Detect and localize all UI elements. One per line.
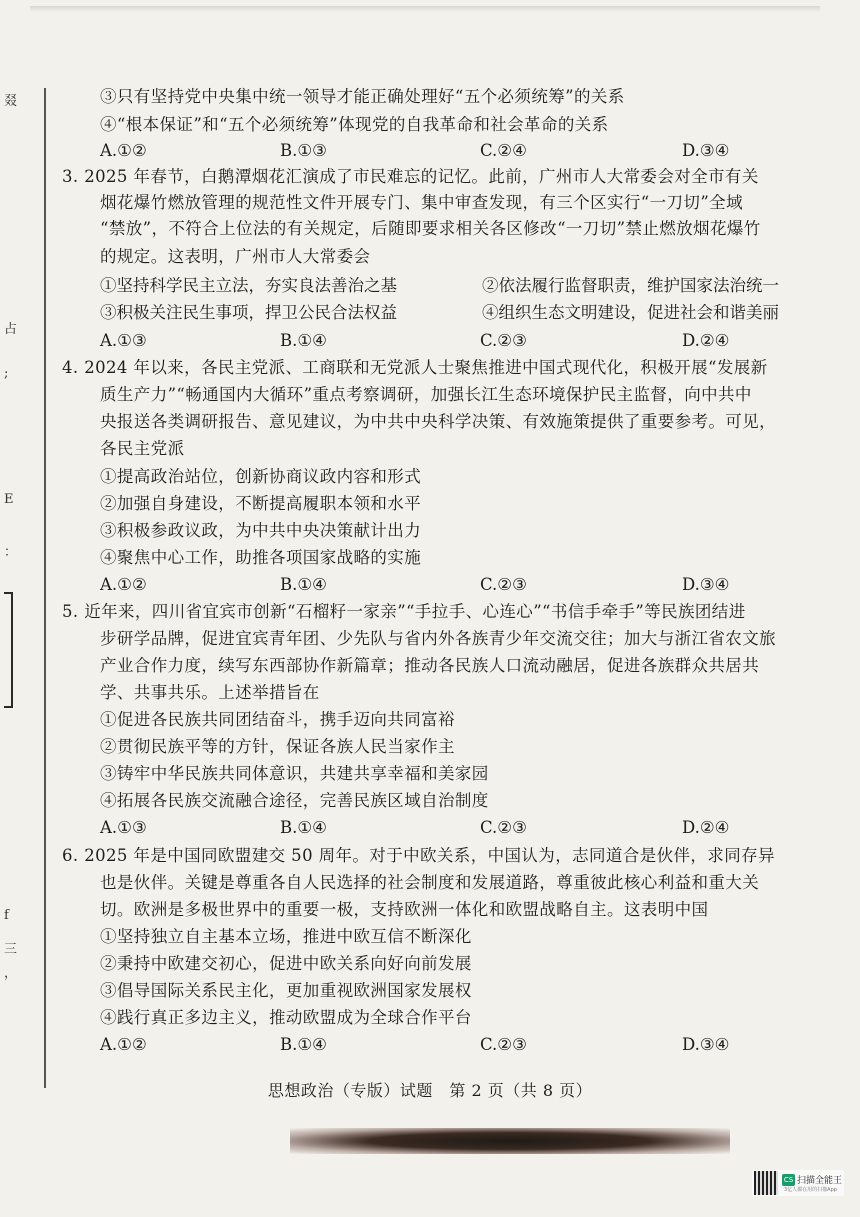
option-b: B.①④ xyxy=(280,331,327,350)
choice-item: ④组织生态文明建设，促进社会和谐美丽 xyxy=(482,303,779,322)
answer-options xyxy=(100,1034,800,1056)
question-5-stem: 步研学品牌，促进宜宾青年团、少先队与省内外各族青少年交流交往；加大与浙江省农文旅 xyxy=(100,629,776,648)
choice-row xyxy=(100,302,820,324)
choice-item: ①促进各民族共同团结奋斗，携手迈向共同富裕 xyxy=(100,710,455,729)
choice-item: ④践行真正多边主义，推动欧盟成为全球合作平台 xyxy=(100,1008,472,1027)
choice-item: ①坚持独立自主基本立场，推进中欧互信不断深化 xyxy=(100,927,472,946)
scanner-watermark xyxy=(752,1170,844,1196)
choice-item: ③倡导国际关系民主化，更加重视欧洲国家发展权 xyxy=(100,981,472,1000)
question-6-stem: 6. 2025 年是中国同欧盟建交 50 周年。对于中欧关系，中国认为，志同道合是伙伴，求同存异 xyxy=(62,846,775,865)
watermark-title: 扫描全能王 xyxy=(797,1176,843,1186)
option-d: D.③④ xyxy=(682,575,730,594)
page-footer: 思想政治（专版）试题 第 2 页（共 8 页） xyxy=(267,1081,593,1100)
option-d: D.②④ xyxy=(682,331,730,350)
question-4-stem: 质生产力”“畅通国内大循环”重点考察调研，加强长江生态环境保护民主监督，向中共中 xyxy=(100,385,752,404)
option-c: C.②④ xyxy=(480,141,527,160)
question-5-stem: 5. 近年来，四川省宜宾市创新“石榴籽一家亲”“手拉手、心连心”“书信手牵手”等民族团结进 xyxy=(62,602,746,621)
question-3-stem: “禁放”，不符合上位法的有关规定，后随即要求相关各区修改“一刀切”禁止燃放烟花爆竹 xyxy=(100,219,761,238)
question-4-stem: 4. 2024 年以来，各民主党派、工商联和无党派人士聚焦推进中国式现代化，积极开展“发展新 xyxy=(62,358,768,377)
answer-options xyxy=(100,330,800,352)
question-4-stem: 央报送各类调研报告、意见建议，为中共中央科学决策、有效施策提供了重要参考。可见， xyxy=(100,412,776,431)
choice-item: ②贯彻民族平等的方针，保证各族人民当家作主 xyxy=(100,737,455,756)
edge-fragment: E xyxy=(4,492,14,507)
option-c: C.②③ xyxy=(480,1035,527,1054)
option-a: A.①③ xyxy=(100,331,147,350)
option-a: A.①② xyxy=(100,575,147,594)
question-5-stem: 学、共事共乐。上述举措旨在 xyxy=(100,683,320,702)
choice-item: ①坚持科学民主立法，夯实良法善治之基 xyxy=(100,276,397,295)
choice-line: ④“根本保证”和“五个必须统筹”体现党的自我革命和社会革命的关系 xyxy=(100,115,609,134)
choice-item: ③铸牢中华民族共同体意识，共建共享幸福和美家园 xyxy=(100,764,489,783)
watermark-subtitle: 3亿人都在用的扫描App xyxy=(784,1187,837,1193)
option-b: B.①④ xyxy=(280,575,327,594)
question-6-stem: 切。欧洲是多极世界中的重要一极，支持欧洲一体化和欧盟战略自主。这表明中国 xyxy=(100,900,709,919)
choice-item: ②加强自身建设，不断提高履职本领和水平 xyxy=(100,494,422,513)
choice-item: ③积极参政议政，为中共中央决策献计出力 xyxy=(100,521,422,540)
binding-margin-line xyxy=(44,88,46,1088)
option-c: C.②③ xyxy=(480,818,527,837)
choice-row xyxy=(100,275,820,297)
option-b: B.①④ xyxy=(280,1035,327,1054)
choice-item: ④聚焦中心工作，助推各项国家战略的实施 xyxy=(100,548,422,567)
option-c: C.②③ xyxy=(480,331,527,350)
option-b: B.①④ xyxy=(280,818,327,837)
question-3-stem: 3. 2025 年春节，白鹅潭烟花汇演成了市民难忘的记忆。此前，广州市人大常委会对全市有关 xyxy=(62,167,759,186)
choice-item: ①提高政治站位，创新协商议政内容和形式 xyxy=(100,467,422,486)
choice-item: ②依法履行监督职责，维护国家法治统一 xyxy=(482,276,779,295)
question-5-stem: 产业合作力度，续写东西部协作新篇章；推动各民族人口流动融居，促进各族群众共居共 xyxy=(100,656,760,675)
edge-fragment: ， xyxy=(4,966,18,981)
top-shadow xyxy=(30,6,820,12)
choice-item: ④拓展各民族交流融合途径，完善民族区域自治制度 xyxy=(100,791,489,810)
option-a: A.①② xyxy=(100,141,147,160)
option-d: D.③④ xyxy=(682,1035,730,1054)
choice-line: ③只有坚持党中央集中统一领导才能正确处理好“五个必须统筹”的关系 xyxy=(100,87,625,106)
edge-fragment: 占 xyxy=(4,322,18,337)
edge-fragment: f xyxy=(4,908,9,923)
camscanner-logo-icon: CS xyxy=(783,1176,794,1184)
choice-item: ②秉持中欧建交初心，促进中欧关系向好向前发展 xyxy=(100,954,472,973)
edge-fragment: ; xyxy=(4,366,9,381)
question-6-stem: 也是伙伴。关键是尊重各自人民选择的社会制度和发展道路，尊重彼此核心利益和重大关 xyxy=(100,873,760,892)
scan-smudge xyxy=(290,1128,730,1154)
answer-options xyxy=(100,140,800,162)
question-3-stem: 的规定。这表明，广州市人大常委会 xyxy=(100,247,371,266)
option-d: D.②④ xyxy=(682,818,730,837)
choice-item: ③积极关注民生事项，捍卫公民合法权益 xyxy=(100,303,397,322)
option-b: B.①③ xyxy=(280,141,327,160)
question-4-stem: 各民主党派 xyxy=(100,439,185,458)
binding-bracket xyxy=(4,592,13,708)
qr-code-icon xyxy=(754,1171,778,1195)
option-a: A.①② xyxy=(100,1035,147,1054)
edge-fragment: 三 xyxy=(4,942,18,957)
edge-fragment: ： xyxy=(4,545,18,560)
question-3-stem: 烟花爆竹燃放管理的规范性文件开展专门、集中审查发现，有三个区实行“一刀切”全域 xyxy=(100,193,743,212)
option-c: C.②③ xyxy=(480,575,527,594)
option-d: D.③④ xyxy=(682,141,730,160)
edge-fragment: 叕 xyxy=(4,94,18,109)
option-a: A.①③ xyxy=(100,818,147,837)
answer-options xyxy=(100,574,800,596)
answer-options xyxy=(100,817,800,839)
